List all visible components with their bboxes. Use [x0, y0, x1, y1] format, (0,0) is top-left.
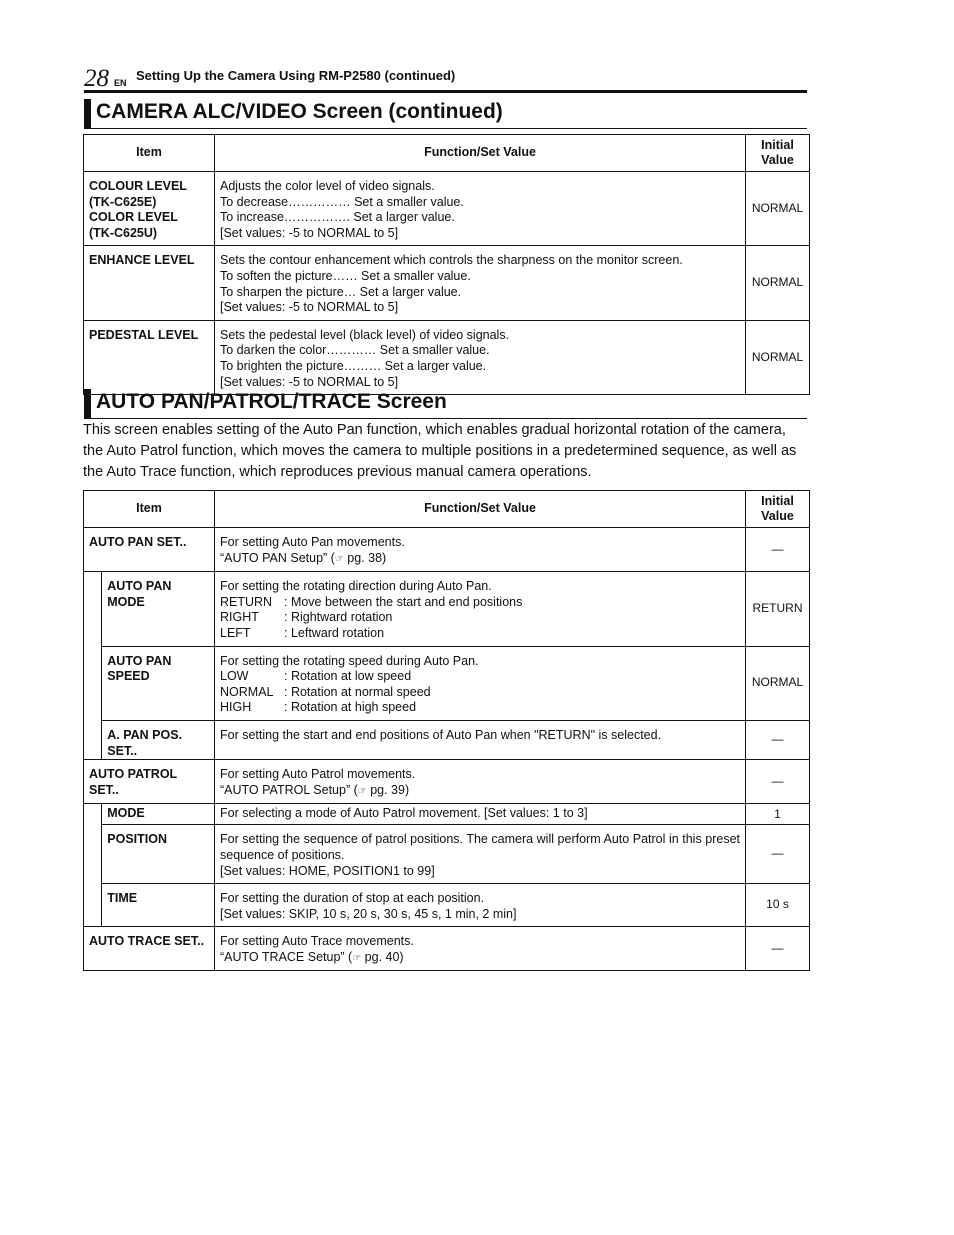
row-initial-value: — — [746, 927, 810, 971]
title-bar-marker — [84, 99, 91, 129]
camera-alc-video-table — [83, 134, 810, 395]
row-initial-value: NORMAL — [746, 172, 810, 246]
table-row — [84, 720, 810, 759]
row-function: For setting the rotating direction during Auto Pan. RETURN : Move between the start and end positions RIGHT : Rightward rotation LEFT : Leftward rotation — [215, 572, 746, 646]
table-row — [84, 804, 810, 825]
indent-cell — [84, 572, 102, 646]
row-function: For setting the rotating speed during Auto Pan. LOW : Rotation at low speed NORMAL : Rotation at normal speed HIGH : Rotation at high speed — [215, 646, 746, 720]
table-row — [84, 246, 810, 320]
reference-hand-icon: ☞ — [357, 785, 367, 797]
table-row — [84, 927, 810, 971]
language-code: EN — [114, 78, 127, 88]
row-function: For selecting a mode of Auto Patrol movement. [Set values: 1 to 3] — [215, 804, 746, 825]
table-row — [84, 320, 810, 394]
row-function: For setting Auto Patrol movements. “AUTO PATROL Setup” (☞ pg. 39) — [215, 760, 746, 804]
table-row — [84, 646, 810, 720]
indent-cell — [84, 720, 102, 759]
row-initial-value: — — [746, 528, 810, 572]
row-function: For setting Auto Pan movements. “AUTO PAN Setup” (☞ pg. 38) — [215, 528, 746, 572]
row-item: POSITION — [102, 825, 215, 884]
indent-cell — [84, 804, 102, 825]
title-bar-marker — [84, 389, 91, 419]
table-row — [84, 825, 810, 884]
section-title-auto-pan-patrol-trace — [84, 388, 807, 419]
row-function: Sets the contour enhancement which controls the sharpness on the monitor screen. To soften the picture…… Set a smaller value. To sharpen the picture… Set a larger value. [Set values: -5 to NORMAL to 5] — [215, 246, 746, 320]
section-title-text: CAMERA ALC/VIDEO Screen (continued) — [96, 100, 503, 123]
table-row — [84, 760, 810, 804]
column-header-item: Item — [84, 135, 215, 172]
row-item: AUTO TRACE SET.. — [84, 927, 215, 971]
column-header-function: Function/Set Value — [215, 135, 746, 172]
row-function: For setting the duration of stop at each position. [Set values: SKIP, 10 s, 20 s, 30 s, 45 s, 1 min, 2 min] — [215, 884, 746, 927]
row-initial-value: 1 — [746, 804, 810, 825]
row-function: Sets the pedestal level (black level) of video signals. To darken the color………… Set a smaller value. To brighten the picture……… Set a larger value. [Set values: -5 to NORMAL to 5] — [215, 320, 746, 394]
row-item: AUTO PAN SPEED — [102, 646, 215, 720]
row-initial-value: — — [746, 760, 810, 804]
row-initial-value: — — [746, 825, 810, 884]
auto-pan-patrol-trace-table — [83, 490, 810, 971]
page-header — [84, 64, 807, 93]
row-initial-value: 10 s — [746, 884, 810, 927]
row-initial-value: NORMAL — [746, 646, 810, 720]
table-row — [84, 528, 810, 572]
row-item: ENHANCE LEVEL — [84, 246, 215, 320]
indent-cell — [84, 646, 102, 720]
indent-cell — [84, 825, 102, 884]
row-item: AUTO PAN SET.. — [84, 528, 215, 572]
running-head: Setting Up the Camera Using RM-P2580 (continued) — [136, 68, 456, 83]
reference-hand-icon: ☞ — [334, 553, 344, 565]
table-header-row — [84, 135, 810, 172]
row-function: Adjusts the color level of video signals. To decrease…………… Set a smaller value. To increase……………. Set a larger value. [Set values: -5 to NORMAL to 5] — [215, 172, 746, 246]
reference-hand-icon: ☞ — [352, 952, 362, 964]
column-header-initial: Initial Value — [746, 491, 810, 528]
row-item: PEDESTAL LEVEL — [84, 320, 215, 394]
row-function: For setting the start and end positions of Auto Pan when "RETURN" is selected. — [215, 720, 746, 759]
column-header-initial: Initial Value — [746, 135, 810, 172]
row-item: A. PAN POS. SET.. — [102, 720, 215, 759]
row-initial-value: NORMAL — [746, 246, 810, 320]
row-item: AUTO PAN MODE — [102, 572, 215, 646]
section-intro-paragraph: This screen enables setting of the Auto Pan function, which enables gradual horizontal rotation of the camera, the Auto Patrol function, which moves the camera to multiple positions in a predetermined sequence, as well as the Auto Trace function, which reproduces previous manual camera operations. — [83, 422, 797, 480]
row-item: MODE — [102, 804, 215, 825]
table-row — [84, 572, 810, 646]
column-header-item: Item — [84, 491, 215, 528]
column-header-function: Function/Set Value — [215, 491, 746, 528]
row-function: For setting the sequence of patrol positions. The camera will perform Auto Patrol in this preset sequence of positions. [Set values: HOME, POSITION1 to 99] — [215, 825, 746, 884]
row-initial-value: RETURN — [746, 572, 810, 646]
section-title-text: AUTO PAN/PATROL/TRACE Screen — [96, 390, 447, 413]
table-header-row — [84, 491, 810, 528]
section-title-camera-alc-video — [84, 98, 807, 129]
row-initial-value: — — [746, 720, 810, 759]
table-row — [84, 172, 810, 246]
row-item: TIME — [102, 884, 215, 927]
row-function: For setting Auto Trace movements. “AUTO TRACE Setup” (☞ pg. 40) — [215, 927, 746, 971]
page-number: 28 — [84, 65, 109, 92]
row-item: AUTO PATROL SET.. — [84, 760, 215, 804]
row-item: COLOUR LEVEL (TK-C625E) COLOR LEVEL (TK-C625U) — [84, 172, 215, 246]
table-row — [84, 884, 810, 927]
indent-cell — [84, 884, 102, 927]
row-initial-value: NORMAL — [746, 320, 810, 394]
